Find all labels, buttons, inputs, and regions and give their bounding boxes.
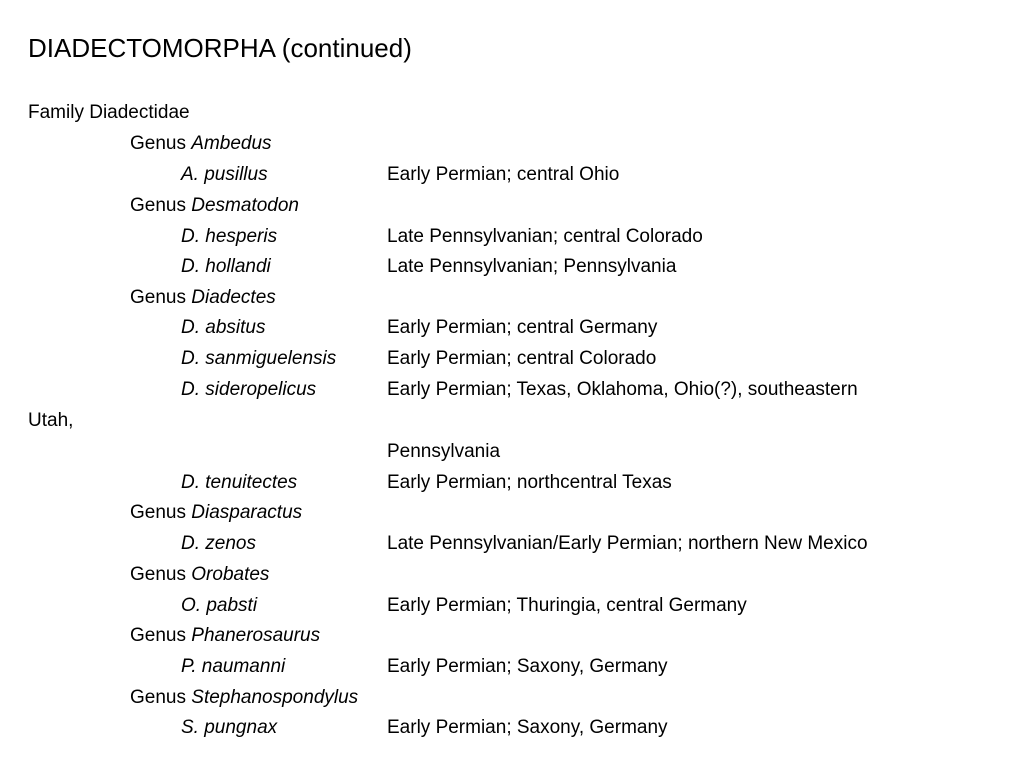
species-name [181,471,297,495]
genus-name: Diasparactus [191,502,303,523]
species-range-wrap: Utah, [28,410,74,431]
genus-heading [130,194,299,218]
species-name-text: D. sanmiguelensis [181,348,337,369]
species-range: Late Pennsylvanian/Early Permian; northern New Mexico [387,533,868,554]
genus-heading [130,686,358,710]
species-range: Late Pennsylvanian; central Colorado [387,226,703,247]
species-name-text: D. tenuitectes [181,472,298,493]
species-name-text: D. sideropelicus [181,379,317,400]
species-range: Late Pennsylvanian; Pennsylvania [387,256,677,277]
species-range-continued: Pennsylvania [387,441,501,462]
species-name [181,655,285,679]
species-range: Early Permian; Texas, Oklahoma, Ohio(?), southeastern [387,379,858,400]
species-range: Early Permian; Saxony, Germany [387,717,668,738]
genus-heading [130,624,320,648]
species-name [181,594,257,618]
genus-heading [130,563,269,587]
genus-prefix: Genus [130,687,186,708]
genus-prefix: Genus [130,287,186,308]
species-range: Early Permian; northcentral Texas [387,472,672,493]
species-range: Early Permian; central Colorado [387,348,657,369]
genus-name: Orobates [191,564,270,585]
genus-heading [130,501,302,525]
species-name [181,255,271,279]
species-name [181,163,268,187]
family-name: Diadectidae [89,102,190,123]
genus-name: Phanerosaurus [191,625,321,646]
species-name [181,225,277,249]
genus-prefix: Genus [130,625,186,646]
genus-name: Stephanospondylus [191,687,359,708]
genus-prefix: Genus [130,133,186,154]
genus-heading [130,286,276,310]
species-name-text: O. pabsti [181,595,258,616]
family-prefix: Family [28,102,84,123]
genus-heading [130,132,272,156]
genus-prefix: Genus [130,502,186,523]
genus-name: Desmatodon [191,195,299,216]
species-range: Early Permian; central Ohio [387,164,620,185]
species-name [181,716,277,740]
species-name-text: D. zenos [181,533,256,554]
genus-prefix: Genus [130,195,186,216]
species-name-text: D. hesperis [181,226,278,247]
species-range: Early Permian; Thuringia, central Germany [387,595,747,616]
species-name [181,316,265,340]
species-name-text: D. hollandi [181,256,271,277]
species-name-text: S. pungnax [181,717,278,738]
species-name [181,347,336,371]
species-name-text: D. absitus [181,317,266,338]
species-range: Early Permian; Saxony, Germany [387,656,668,677]
slide-title: DIADECTOMORPHA (continued) [28,33,412,63]
species-name [181,378,316,402]
family-heading [28,101,190,125]
species-range: Early Permian; central Germany [387,317,658,338]
genus-name: Diadectes [191,287,276,308]
genus-name: Ambedus [191,133,272,154]
genus-prefix: Genus [130,564,186,585]
species-name [181,532,256,556]
species-name-text: P. naumanni [181,656,286,677]
species-name-text: A. pusillus [181,164,268,185]
